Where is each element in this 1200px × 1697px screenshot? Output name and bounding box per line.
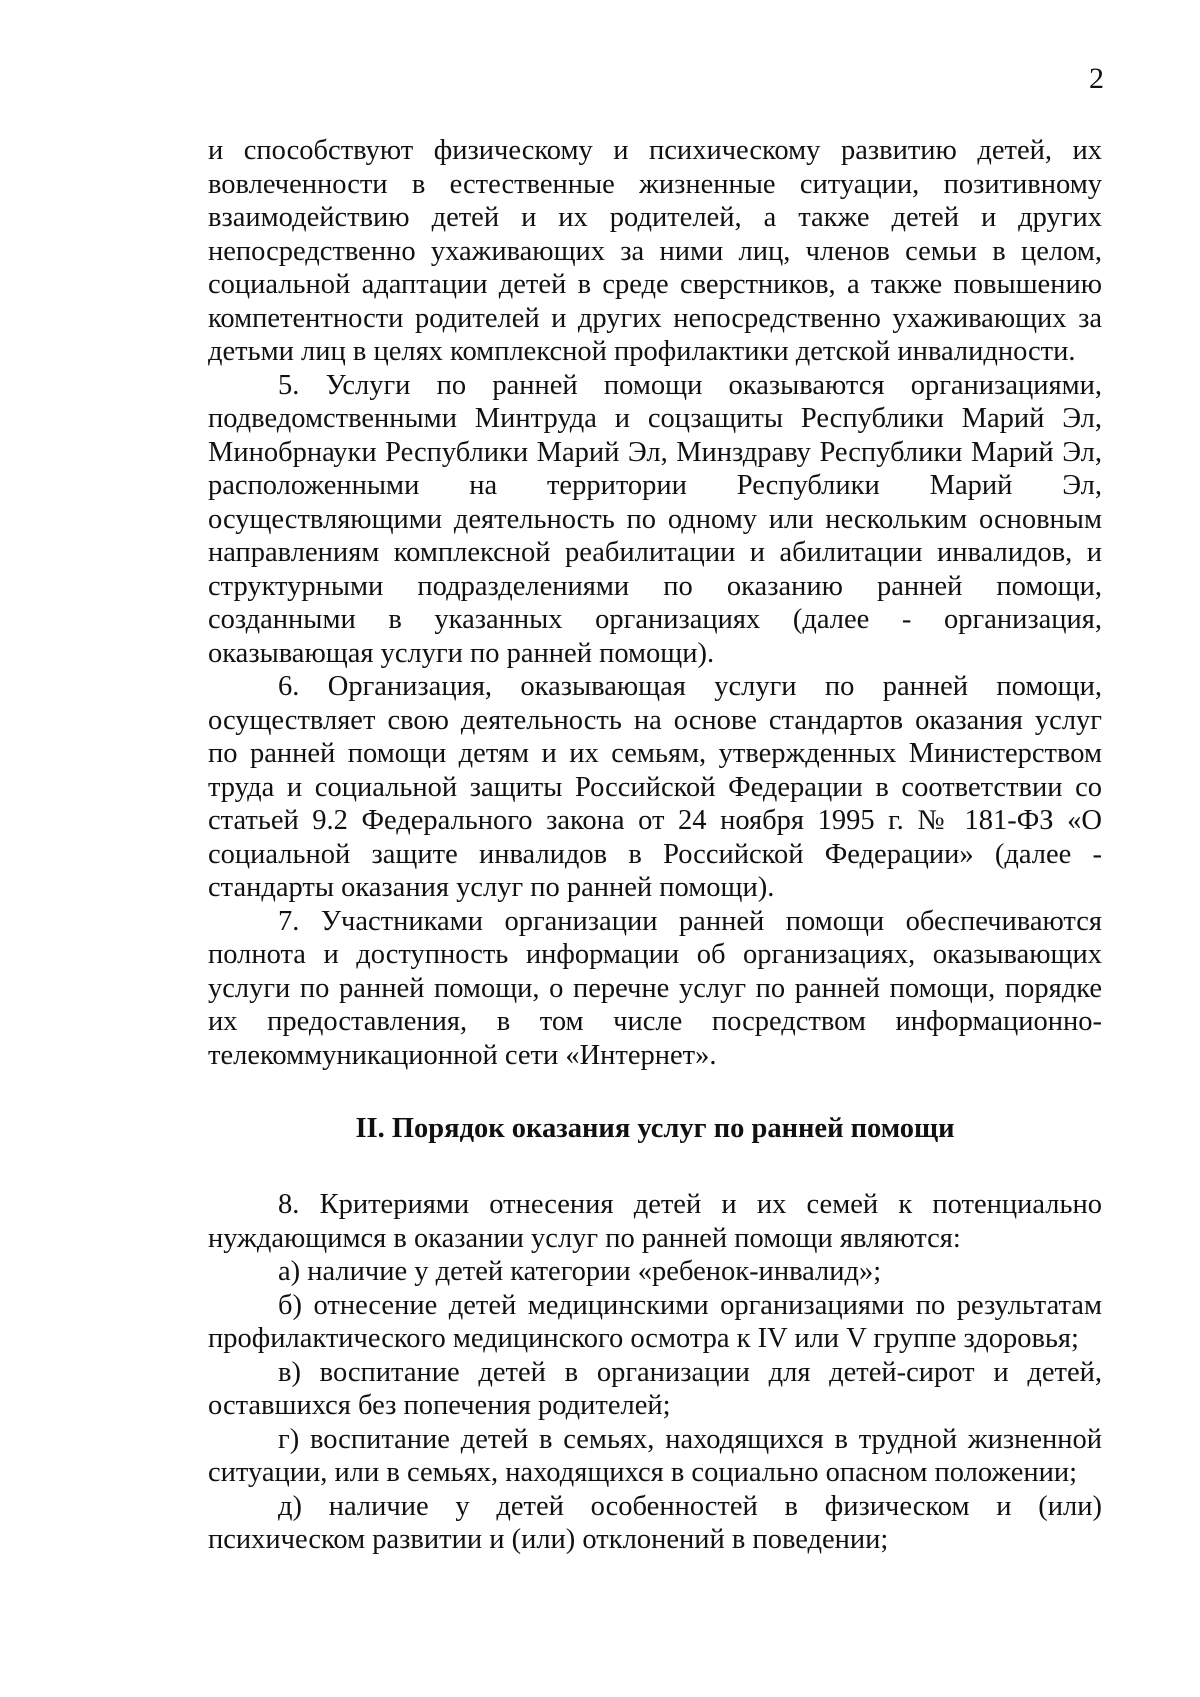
list-item-v: в) воспитание детей в организации для детей-сирот и детей, оставшихся без попечения родителей; <box>208 1356 1102 1421</box>
paragraph-item-5: 5. Услуги по ранней помощи оказываются организациями, подведомственными Минтруда и соцзащиты Республики Марий Эл, Минобрнауки Республики Марий Эл, Минздраву Республики Марий Эл, расположенными на территории Республики Марий Эл, осуществляющими деятельность по одному или нескольким основным направлениям комплексной реабилитации и абилитации инвалидов, и структурными подразделениями по оказанию ранней помощи, созданными в указанных организациях (далее - организация, оказывающая услуги по ранней помощи). <box>208 369 1102 669</box>
paragraph-continuation: и способствуют физическому и психическому развитию детей, их вовлеченности в естественные жизненные ситуации, позитивному взаимодействию детей и их родителей, а также детей и других непосредственно ухаживающих за ними лиц, членов семьи в целом, социальной адаптации детей в среде сверстников, а также повышению компетентности родителей и других непосредственно ухаживающих за детьми лиц в целях комплексной профилактики детской инвалидности. <box>208 135 1102 367</box>
list-item-b: б) отнесение детей медицинскими организациями по результатам профилактического медицинского осмотра к IV или V группе здоровья; <box>208 1289 1102 1354</box>
section-heading: II. Порядок оказания услуг по ранней помощи <box>355 1113 955 1144</box>
list-item-g: г) воспитание детей в семьях, находящихся в трудной жизненной ситуации, или в семьях, находящихся в социально опасном положении; <box>208 1423 1102 1488</box>
paragraph-item-7: 7. Участниками организации ранней помощи обеспечиваются полнота и доступность информации об организациях, оказывающих услуги по ранней помощи, о перечне услуг по ранней помощи, порядке их предоставления, в том числе посредством информационно-телекоммуникационной сети «Интернет». <box>208 905 1102 1071</box>
paragraph-item-8: 8. Критериями отнесения детей и их семей к потенциально нуждающимся в оказании услуг по ранней помощи являются: <box>208 1189 1102 1254</box>
paragraph-item-6: 6. Организация, оказывающая услуги по ранней помощи, осуществляет свою деятельность на основе стандартов оказания услуг по ранней помощи детям и их семьям, утвержденных Министерством труда и социальной защиты Российской Федерации в соответствии со статьей 9.2 Федерального закона от 24 ноября 1995 г. № 181-ФЗ «О социальной защите инвалидов в Российской Федерации» (далее - стандарты оказания услуг по ранней помощи). <box>208 671 1102 903</box>
document-body <box>208 134 1102 1557</box>
page-number: 2 <box>1089 62 1104 95</box>
list-item-d: д) наличие у детей особенностей в физическом и (или) психическом развитии и (или) отклонений в поведении; <box>208 1490 1102 1555</box>
list-item-a: а) наличие у детей категории «ребенок-инвалид»; <box>278 1256 882 1287</box>
